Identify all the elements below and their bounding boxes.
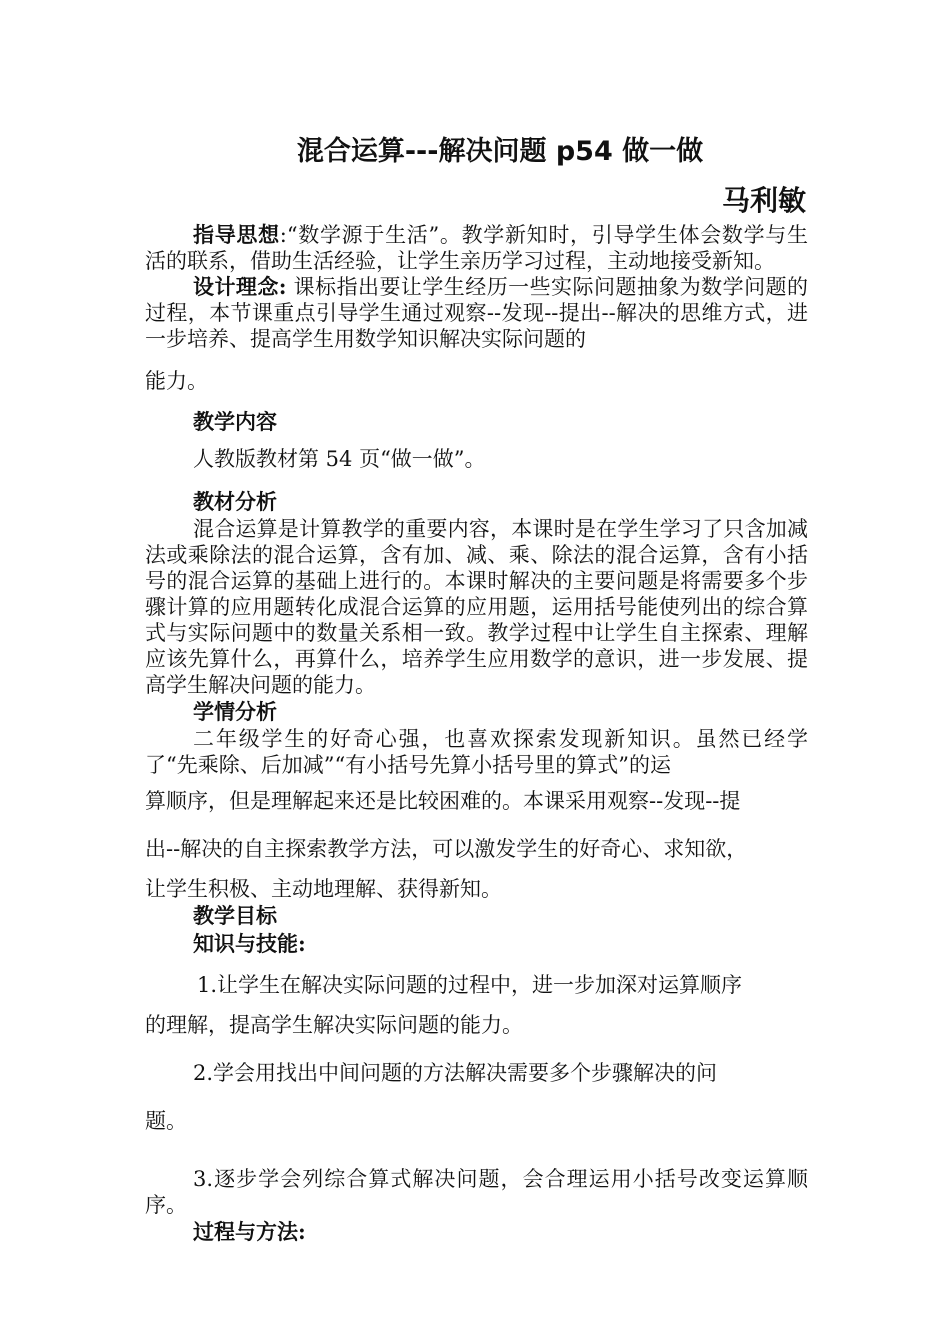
goal-2: 2.学会用找出中间问题的方法解决需要多个步骤解决的问 (193, 1061, 718, 1085)
knowledge-heading: 知识与技能: (193, 931, 306, 956)
goal-1: 1.让学生在解决实际问题的过程中，进一步加深对运算顺序 (197, 973, 743, 997)
design-paragraph-tail: 能力。 (145, 369, 208, 393)
process-heading: 过程与方法: (193, 1219, 306, 1244)
content-text: 人教版教材第 54 页“做一做”。 (193, 447, 486, 471)
student-text-4: 让学生积极、主动地理解、获得新知。 (145, 877, 502, 901)
guiding-label: 指导思想 (193, 222, 280, 247)
goals-heading: 教学目标 (193, 903, 277, 928)
student-text-3: 出--解决的自主探索教学方法，可以激发学生的好奇心、求知欲， (145, 837, 748, 861)
goal-2-tail: 题。 (145, 1109, 187, 1133)
design-label: 设计理念: (193, 274, 287, 299)
document-author: 马利敏 (721, 184, 806, 217)
student-text-2: 算顺序，但是理解起来还是比较困难的。本课采用观察--发现--提 (145, 789, 741, 813)
content-heading: 教学内容 (193, 409, 277, 434)
student-heading: 学情分析 (193, 699, 277, 724)
document-body (145, 222, 808, 1246)
goal-1-tail: 的理解，提高学生解决实际问题的能力。 (145, 1013, 523, 1037)
guiding-text: :“数学源于生活”。教学新知时，引导学生体会数学与生活的联系，借助生活经验，让学生亲历学习过程，主动地接受新知。 (145, 223, 809, 273)
analysis-heading: 教材分析 (193, 489, 277, 514)
analysis-text: 混合运算是计算教学的重要内容，本课时是在学生学习了只含加减法或乘除法的混合运算，含有加、减、乘、除法的混合运算，含有小括号的混合运算的基础上进行的。本课时解决的主要问题是将需要多个步骤计算的应用题转化成混合运算的应用题，运用括号能使列出的综合算式与实际问题中的数量关系相一致。教学过程中让学生自主探索、理解应该先算什么，再算什么，培养学生应用数学的意识，进一步发展、提高学生解决问题的能力。 (145, 517, 808, 697)
guiding-paragraph (145, 222, 808, 274)
design-text: 课标指出要让学生经历一些实际问题抽象为数学问题的过程，本节课重点引导学生通过观察--发现--提出--解决的思维方式，进一步培养、提高学生用数学知识解决实际问题的 (145, 275, 808, 351)
document-title: 混合运算---解决问题 p54 做一做 (296, 136, 704, 167)
design-paragraph (145, 274, 808, 352)
student-text-1: 二年级学生的好奇心强，也喜欢探索发现新知识。虽然已经学了“先乘除、后加减”“有小括号先算小括号里的算式”的运 (145, 727, 808, 777)
goal-3: 3.逐步学会列综合算式解决问题，会合理运用小括号改变运算顺序。 (145, 1167, 808, 1217)
